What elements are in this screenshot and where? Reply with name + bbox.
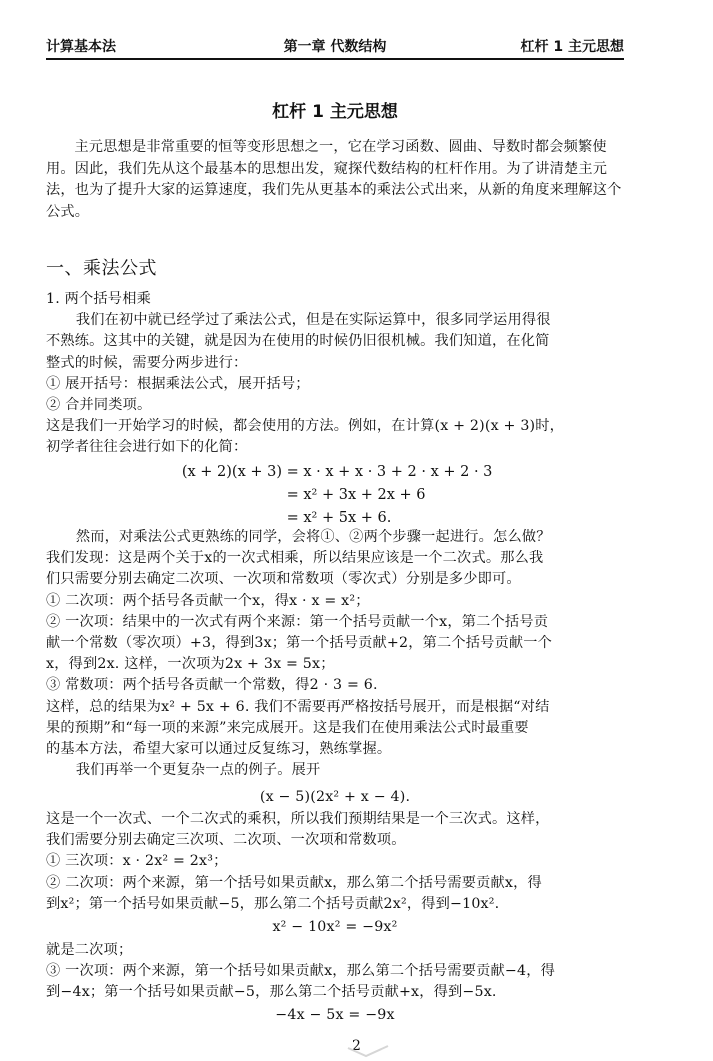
header-divider	[46, 58, 624, 60]
text-line: ① 二次项：两个括号各贡献一个x，得x · x = x²；	[46, 592, 370, 609]
header-chapter: 第一章 代数结构	[283, 39, 387, 55]
text-line: 我们再举一个更复杂一点的例子。展开	[75, 762, 321, 779]
text-line: 我们需要分别去确定三次项、二次项、一次项和常数项。	[46, 832, 406, 849]
section-title: 杠杆 1 主元思想	[272, 102, 398, 122]
paragraph-block-c	[46, 809, 624, 915]
section-heading: 一、乘法公式	[46, 258, 157, 279]
text-line: ③ 常数项：两个括号各贡献一个常数，得2 · 3 = 6.	[46, 677, 378, 694]
equation-rhs: = x² + 3x + 2x + 6	[286, 487, 426, 503]
text-line: 到−4x；第一个括号如果贡献−5，那么第二个括号贡献+x，得到−5x.	[46, 984, 497, 1001]
page-corner-mark-icon	[346, 1044, 390, 1058]
paragraph-block-b	[46, 527, 624, 781]
equation-2-block	[46, 787, 624, 808]
equation-3-block	[46, 917, 624, 938]
text-line: 然而，对乘法公式更熟练的同学，会将①、②两个步骤一起进行。怎么做？	[75, 529, 551, 545]
text-line: ① 展开括号：根据乘法公式，展开括号；	[46, 375, 310, 392]
text-line: x，得到2x. 这样，一次项为2x + 3x = 5x；	[46, 656, 335, 673]
text-line: 这是一个一次式、一个二次式的乘积，所以我们预期结果是一个三次式。这样，	[46, 811, 550, 827]
text-line: 我们在初中就已经学过了乘法公式，但是在实际运算中，很多同学运用得很	[75, 312, 551, 329]
paragraph-block-a	[46, 289, 624, 459]
text-line: 初学者往往会进行如下的化简：	[46, 439, 248, 456]
equation-4: −4x − 5x = −9x	[275, 1007, 395, 1023]
equation-rhs: = x · x + x · 3 + 2 · x + 2 · 3	[286, 464, 493, 480]
equation-3: x² − 10x² = −9x²	[272, 919, 398, 935]
text-line: ② 二次项：两个来源，第一个括号如果贡献x，那么第二个括号需要贡献x，得	[46, 874, 542, 891]
text-line: 到x²；第一个括号如果贡献−5，那么第二个括号贡献2x²，得到−10x².	[46, 895, 500, 912]
equation-2: (x − 5)(2x² + x − 4).	[259, 789, 411, 805]
text-line: ② 一次项：结果中的一次式有两个来源：第一个括号贡献一个x，第二个括号贡	[46, 613, 549, 630]
text-line: ① 三次项：x · 2x² = 2x³；	[46, 853, 228, 870]
text-line: 就是二次项；	[46, 942, 133, 958]
intro-paragraph: 主元思想是非常重要的恒等变形思想之一，它在学习函数、圆曲、导数时都会频繁使用。因此，我们先从这个最基本的思想出发，窥探代数结构的杠杆作用。为了讲清楚主元法，也为了提升大家的运算速度，我们先从更基本的乘法公式出来，从新的角度来理解这个公式。	[46, 139, 622, 220]
equation-1	[178, 461, 492, 530]
equation-rhs: = x² + 5x + 6.	[286, 510, 392, 526]
header-book-title: 计算基本法	[46, 39, 116, 55]
page-number: 2	[352, 1038, 361, 1054]
header-section: 杠杆 1 主元思想	[520, 39, 624, 55]
paragraph-block-d	[46, 940, 624, 1004]
text-line: 果的预期”和“每一项的来源”来完成展开。这是我们在使用乘法公式时最重要	[46, 719, 529, 736]
text-line: 我们发现：这是两个关于x的一次式相乘，所以结果应该是一个二次式。那么我	[46, 550, 544, 567]
equation-lhs: (x + 2)(x + 3)	[181, 464, 282, 480]
text-line: 献一个常数（零次项）+3，得到3x；第一个括号贡献+2，第二个括号贡献一个	[46, 634, 553, 651]
text-line: 1. 两个括号相乘	[46, 291, 151, 307]
text-line: 这样，总的结果为x² + 5x + 6. 我们不需要再严格按括号展开，而是根据“对结	[46, 698, 550, 715]
text-line: 整式的时候，需要分两步进行：	[46, 354, 248, 371]
text-line: 不熟练。这其中的关键，就是因为在使用的时候仍旧很机械。我们知道，在化简	[46, 333, 550, 350]
equation-row	[178, 461, 492, 484]
text-line: ② 合并同类项。	[46, 396, 152, 413]
text-line: 们只需要分别去确定二次项、一次项和常数项（零次式）分别是多少即可。	[46, 571, 521, 588]
running-header	[46, 34, 624, 60]
text-line: 的基本方法，希望大家可以通过反复练习，熟练掌握。	[46, 740, 392, 757]
equation-4-block	[46, 1005, 624, 1026]
text-line: ③ 一次项：两个来源，第一个括号如果贡献x，那么第二个括号需要贡献−4，得	[46, 963, 556, 980]
equation-row	[178, 484, 492, 507]
text-line: 这是我们一开始学习的时候，都会使用的方法。例如，在计算(x + 2)(x + 3)时，	[46, 418, 565, 435]
